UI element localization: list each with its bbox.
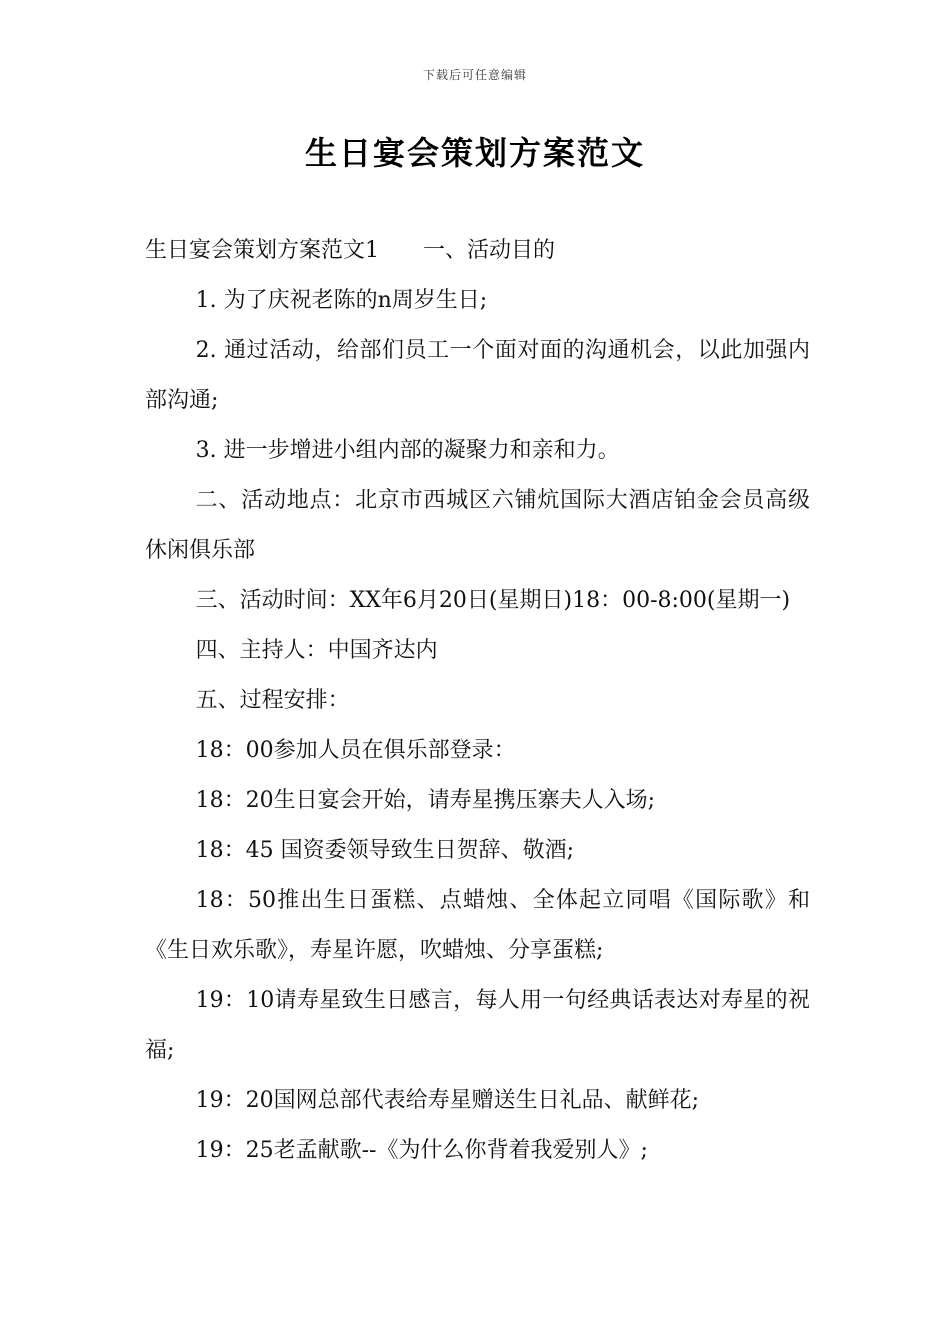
- paragraph: 2. 通过活动，给部们员工一个面对面的沟通机会，以此加强内部沟通;: [145, 338, 810, 413]
- section-heading: 一、活动目的: [423, 238, 556, 263]
- paragraph: 五、过程安排：: [195, 688, 350, 713]
- paragraph: 四、主持人：中国齐达内: [195, 638, 438, 663]
- paragraph: 18：50推出生日蛋糕、点蜡烛、全体起立同唱《国际歌》和《生日欢乐歌》，寿星许愿，吹蜡烛、分享蛋糕;: [145, 888, 810, 963]
- header-note: 下载后可任意编辑: [422, 68, 527, 82]
- first-line-lead: 生日宴会策划方案范文1: [145, 238, 379, 263]
- page-title: 生日宴会策划方案范文: [304, 134, 645, 172]
- paragraph: 二、活动地点：北京市西城区六铺炕国际大酒店铂金会员高级休闲俱乐部: [145, 488, 810, 563]
- paragraph: 18：20生日宴会开始，请寿星携压寨夫人入场;: [195, 788, 655, 813]
- paragraph: 三、活动时间：XX年6月20日(星期日)18：00-8:00(星期一): [195, 588, 791, 613]
- first-line: [145, 226, 810, 276]
- paragraph: 18：45 国资委领导致生日贺辞、敬酒;: [195, 838, 574, 863]
- paragraph: 3. 进一步增进小组内部的凝聚力和亲和力。: [195, 438, 620, 463]
- paragraph: 19：25老孟献歌--《为什么你背着我爱别人》;: [195, 1138, 648, 1163]
- paragraph: 1. 为了庆祝老陈的n周岁生日;: [195, 288, 488, 313]
- document-body: [145, 226, 810, 1176]
- paragraph: 18：00参加人员在俱乐部登录：: [195, 738, 516, 763]
- paragraph: 19：20国网总部代表给寿星赠送生日礼品、献鲜花;: [195, 1088, 699, 1113]
- paragraph: 19：10请寿星致生日感言，每人用一句经典话表达对寿星的祝福;: [145, 988, 810, 1063]
